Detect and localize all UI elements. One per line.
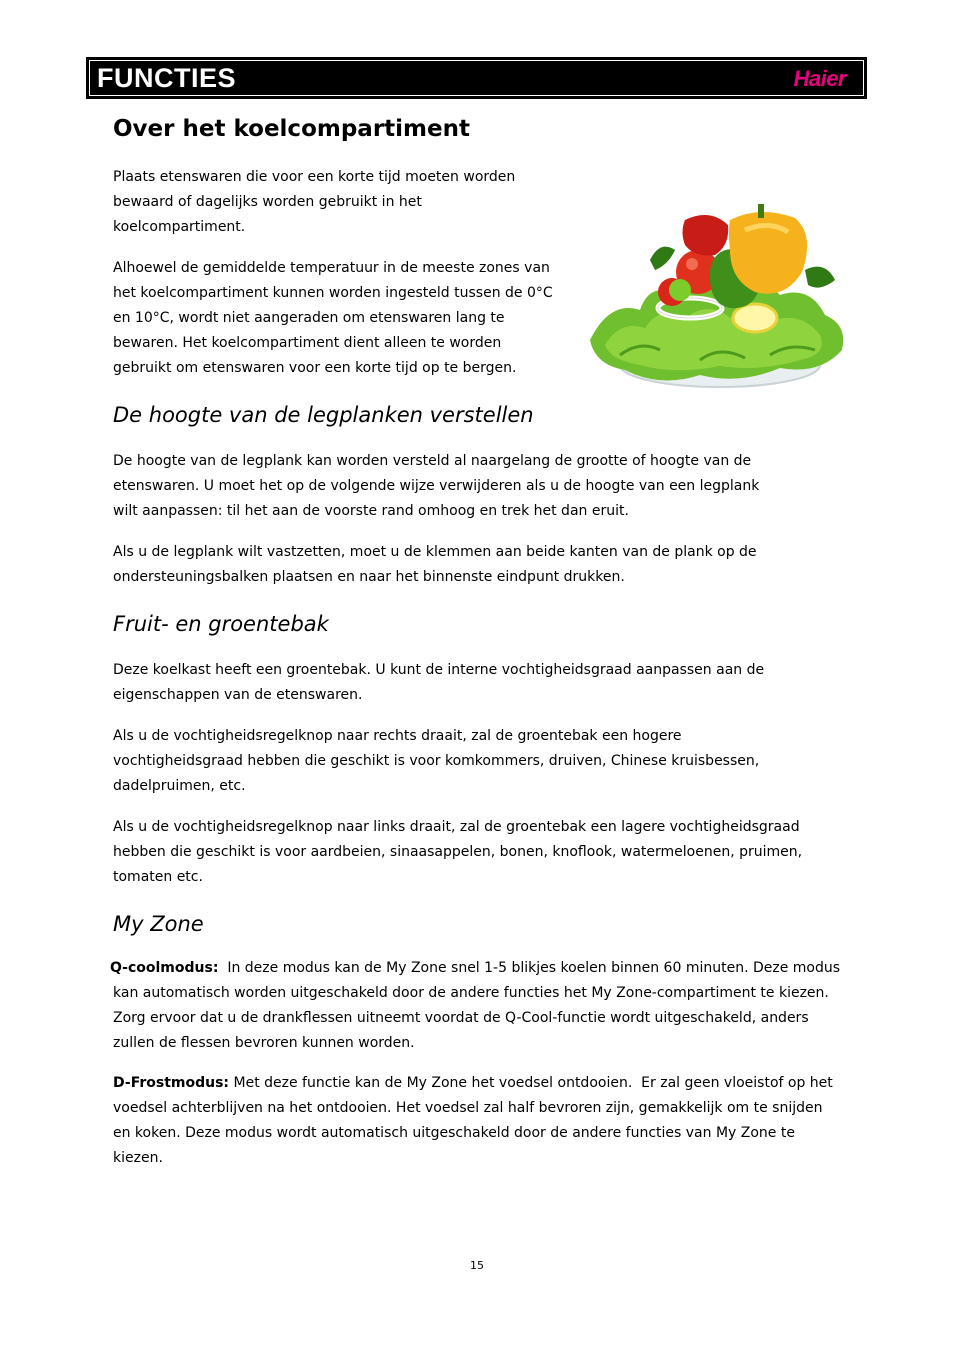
text-line: ondersteuningsbalken plaatsen en naar het binnenste eindpunt drukken.: [113, 569, 625, 585]
text-line: Zorg ervoor dat u de drankflessen uitneemt voordat de Q-Cool-functie wordt uitgeschakeld, anders: [113, 1010, 809, 1026]
text-line: bewaren. Het koelcompartiment dient alleen te worden: [113, 335, 502, 351]
text-line: In deze modus kan de My Zone snel 1-5 blikjes koelen binnen 60 minuten. Deze modus: [218, 960, 841, 976]
paragraph-dfrost: [113, 1071, 833, 1171]
text-line: Alhoewel de gemiddelde temperatuur in de meeste zones van: [113, 260, 550, 276]
heading-groentebak: Fruit- en groentebak: [113, 612, 329, 636]
heading-legplanken: De hoogte van de legplanken verstellen: [113, 403, 534, 427]
text-line: voedsel achterblijven na het ontdooien. Het voedsel zal half bevroren zijn, gemakkelijk om te snijden: [113, 1100, 823, 1116]
text-line: kan automatisch worden uitgeschakeld door de andere functies het My Zone-compartiment te kiezen.: [113, 985, 829, 1001]
dfrost-label: D-Frostmodus:: [113, 1075, 230, 1091]
heading-myzone: My Zone: [113, 912, 204, 936]
text-line: Met deze functie kan de My Zone het voedsel ontdooien. Er zal geen vloeistof op het: [229, 1075, 833, 1091]
text-line: Als u de legplank wilt vastzetten, moet u de klemmen aan beide kanten van de plank op de: [113, 544, 757, 560]
paragraph-groentebak-3: [113, 815, 802, 890]
text-line: hebben die geschikt is voor aardbeien, sinaasappelen, bonen, knoflook, watermeloenen, pruimen,: [113, 844, 803, 860]
paragraph-groentebak-1: [113, 658, 764, 708]
text-line: en koken. Deze modus wordt automatisch uitgeschakeld door de andere functies van My Zone te: [113, 1125, 795, 1141]
text-line: zullen de flessen bevroren kunnen worden.: [113, 1035, 415, 1051]
paragraph-qcool: [110, 956, 840, 1056]
text-line: het koelcompartiment kunnen worden ingesteld tussen de 0°C: [113, 285, 553, 301]
paragraph-legplanken-1: [113, 449, 759, 524]
text-line: eigenschappen van de etenswaren.: [113, 687, 363, 703]
paragraph-groentebak-2: [113, 724, 759, 799]
page-number: 15: [470, 1259, 484, 1272]
text-line: Plaats etenswaren die voor een korte tijd moeten worden: [113, 169, 516, 185]
section-banner: [86, 57, 867, 99]
text-line: vochtigheidsgraad hebben die geschikt is voor komkommers, druiven, Chinese kruisbessen,: [113, 753, 760, 769]
paragraph-legplanken-2: [113, 540, 757, 590]
text-line: etenswaren. U moet het op de volgende wijze verwijderen als u de hoogte van een legplank: [113, 478, 760, 494]
text-line: koelcompartiment.: [113, 219, 246, 235]
paragraph-koel-2: [113, 256, 553, 381]
vegetables-illustration: [580, 200, 850, 392]
text-line: wilt aanpassen: til het aan de voorste rand omhoog en trek het dan eruit.: [113, 503, 629, 519]
text-line: bewaard of dagelijks worden gebruikt in het: [113, 194, 422, 210]
text-line: en 10°C, wordt niet aangeraden om etenswaren lang te: [113, 310, 505, 326]
text-line: tomaten etc.: [113, 869, 203, 885]
text-line: dadelpruimen, etc.: [113, 778, 246, 794]
paragraph-koel-1: [113, 165, 515, 240]
text-line: De hoogte van de legplank kan worden versteld al naargelang de grootte of hoogte van de: [113, 453, 752, 469]
text-line: Deze koelkast heeft een groentebak. U kunt de interne vochtigheidsgraad aanpassen aan de: [113, 662, 765, 678]
text-line: Als u de vochtigheidsregelknop naar rechts draait, zal de groentebak een hogere: [113, 728, 682, 744]
text-line: kiezen.: [113, 1150, 163, 1166]
banner-title: FUNCTIES: [97, 63, 236, 93]
text-line: Als u de vochtigheidsregelknop naar links draait, zal de groentebak een lagere vochtigheidsgraad: [113, 819, 800, 835]
heading-koelcompartiment: Over het koelcompartiment: [113, 116, 470, 142]
qcool-label: Q-coolmodus:: [110, 960, 219, 976]
text-line: gebruikt om etenswaren voor een korte tijd op te bergen.: [113, 360, 517, 376]
brand-logo: Haier: [793, 66, 846, 91]
